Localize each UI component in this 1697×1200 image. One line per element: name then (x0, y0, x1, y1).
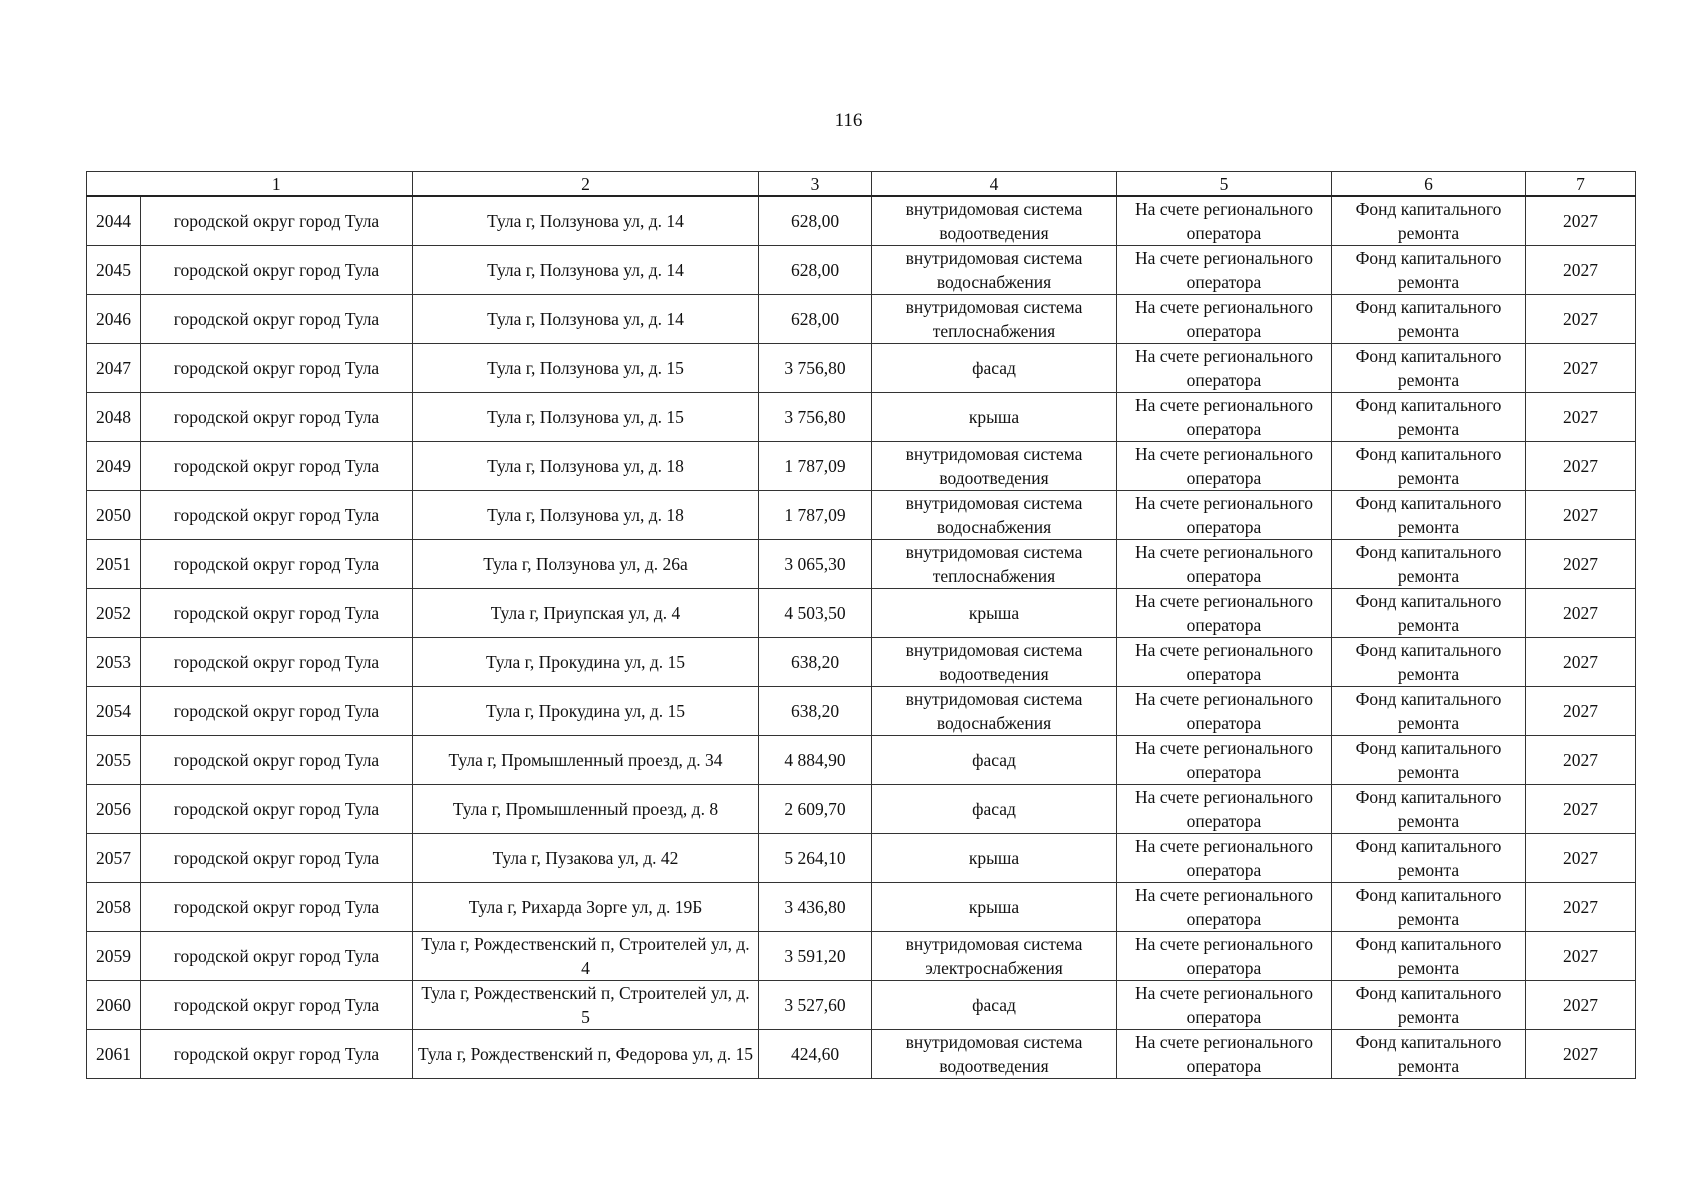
address-cell: Тула г, Приупская ул, д. 4 (413, 589, 759, 638)
fund-account-cell: На счете регионального оператора (1117, 834, 1332, 883)
page-number: 116 (834, 110, 863, 131)
work-type-cell: крыша (872, 883, 1117, 932)
row-number-cell: 2046 (87, 295, 141, 344)
work-type-cell: внутридомовая система водоотведения (872, 1030, 1117, 1079)
address-cell: Тула г, Ползунова ул, д. 14 (413, 295, 759, 344)
table-body (87, 196, 1636, 1079)
fund-account-cell: На счете регионального оператора (1117, 981, 1332, 1030)
table-header-row (87, 172, 1636, 197)
table-row (87, 393, 1636, 442)
municipality-cell: городской округ город Тула (141, 196, 413, 246)
address-cell: Тула г, Ползунова ул, д. 18 (413, 491, 759, 540)
area-cell: 638,20 (759, 638, 872, 687)
address-cell: Тула г, Пузакова ул, д. 42 (413, 834, 759, 883)
fund-account-cell: На счете регионального оператора (1117, 589, 1332, 638)
table-row (87, 638, 1636, 687)
row-number-cell: 2049 (87, 442, 141, 491)
row-number-cell: 2060 (87, 981, 141, 1030)
work-type-cell: фасад (872, 736, 1117, 785)
header-col-1: 1 (141, 172, 413, 197)
funding-source-cell: Фонд капитального ремонта (1332, 1030, 1526, 1079)
header-col-7: 7 (1526, 172, 1636, 197)
municipality-cell: городской округ город Тула (141, 540, 413, 589)
funding-source-cell: Фонд капитального ремонта (1332, 491, 1526, 540)
area-cell: 3 591,20 (759, 932, 872, 981)
year-cell: 2027 (1526, 246, 1636, 295)
table-row (87, 540, 1636, 589)
work-type-cell: крыша (872, 393, 1117, 442)
area-cell: 1 787,09 (759, 442, 872, 491)
work-type-cell: фасад (872, 785, 1117, 834)
fund-account-cell: На счете регионального оператора (1117, 687, 1332, 736)
table-row (87, 834, 1636, 883)
work-type-cell: фасад (872, 981, 1117, 1030)
municipality-cell: городской округ город Тула (141, 834, 413, 883)
area-cell: 424,60 (759, 1030, 872, 1079)
funding-source-cell: Фонд капитального ремонта (1332, 785, 1526, 834)
municipality-cell: городской округ город Тула (141, 295, 413, 344)
year-cell: 2027 (1526, 785, 1636, 834)
fund-account-cell: На счете регионального оператора (1117, 932, 1332, 981)
header-col-4: 4 (872, 172, 1117, 197)
table-row (87, 196, 1636, 246)
year-cell: 2027 (1526, 638, 1636, 687)
work-type-cell: крыша (872, 834, 1117, 883)
funding-source-cell: Фонд капитального ремонта (1332, 393, 1526, 442)
address-cell: Тула г, Ползунова ул, д. 15 (413, 344, 759, 393)
table-row (87, 883, 1636, 932)
year-cell: 2027 (1526, 344, 1636, 393)
address-cell: Тула г, Прокудина ул, д. 15 (413, 687, 759, 736)
address-cell: Тула г, Ползунова ул, д. 15 (413, 393, 759, 442)
area-cell: 3 756,80 (759, 393, 872, 442)
row-number-cell: 2055 (87, 736, 141, 785)
funding-source-cell: Фонд капитального ремонта (1332, 295, 1526, 344)
municipality-cell: городской округ город Тула (141, 638, 413, 687)
row-number-cell: 2056 (87, 785, 141, 834)
table-row (87, 687, 1636, 736)
table-row (87, 932, 1636, 981)
year-cell: 2027 (1526, 196, 1636, 246)
year-cell: 2027 (1526, 442, 1636, 491)
table-row (87, 785, 1636, 834)
row-number-cell: 2047 (87, 344, 141, 393)
funding-source-cell: Фонд капитального ремонта (1332, 932, 1526, 981)
table-row (87, 344, 1636, 393)
work-type-cell: внутридомовая система электроснабжения (872, 932, 1117, 981)
year-cell: 2027 (1526, 491, 1636, 540)
row-number-cell: 2058 (87, 883, 141, 932)
area-cell: 638,20 (759, 687, 872, 736)
area-cell: 1 787,09 (759, 491, 872, 540)
funding-source-cell: Фонд капитального ремонта (1332, 589, 1526, 638)
municipality-cell: городской округ город Тула (141, 785, 413, 834)
municipality-cell: городской округ город Тула (141, 883, 413, 932)
table-row (87, 246, 1636, 295)
municipality-cell: городской округ город Тула (141, 932, 413, 981)
fund-account-cell: На счете регионального оператора (1117, 344, 1332, 393)
table-row (87, 981, 1636, 1030)
fund-account-cell: На счете регионального оператора (1117, 736, 1332, 785)
address-cell: Тула г, Ползунова ул, д. 18 (413, 442, 759, 491)
municipality-cell: городской округ город Тула (141, 491, 413, 540)
fund-account-cell: На счете регионального оператора (1117, 785, 1332, 834)
funding-source-cell: Фонд капитального ремонта (1332, 638, 1526, 687)
address-cell: Тула г, Рождественский п, Федорова ул, д. 15 (413, 1030, 759, 1079)
work-type-cell: внутридомовая система водоснабжения (872, 491, 1117, 540)
address-cell: Тула г, Промышленный проезд, д. 34 (413, 736, 759, 785)
work-type-cell: внутридомовая система водоотведения (872, 196, 1117, 246)
fund-account-cell: На счете регионального оператора (1117, 442, 1332, 491)
area-cell: 3 756,80 (759, 344, 872, 393)
row-number-cell: 2059 (87, 932, 141, 981)
address-cell: Тула г, Рихарда Зорге ул, д. 19Б (413, 883, 759, 932)
address-cell: Тула г, Рождественский п, Строителей ул, д. 4 (413, 932, 759, 981)
funding-source-cell: Фонд капитального ремонта (1332, 736, 1526, 785)
area-cell: 3 527,60 (759, 981, 872, 1030)
header-col-2: 2 (413, 172, 759, 197)
work-type-cell: внутридомовая система водоотведения (872, 442, 1117, 491)
area-cell: 628,00 (759, 196, 872, 246)
row-number-cell: 2050 (87, 491, 141, 540)
area-cell: 4 503,50 (759, 589, 872, 638)
header-empty (87, 172, 141, 197)
year-cell: 2027 (1526, 540, 1636, 589)
fund-account-cell: На счете регионального оператора (1117, 393, 1332, 442)
fund-account-cell: На счете регионального оператора (1117, 1030, 1332, 1079)
funding-source-cell: Фонд капитального ремонта (1332, 246, 1526, 295)
year-cell: 2027 (1526, 932, 1636, 981)
funding-source-cell: Фонд капитального ремонта (1332, 442, 1526, 491)
year-cell: 2027 (1526, 295, 1636, 344)
municipality-cell: городской округ город Тула (141, 736, 413, 785)
address-cell: Тула г, Ползунова ул, д. 14 (413, 196, 759, 246)
row-number-cell: 2048 (87, 393, 141, 442)
year-cell: 2027 (1526, 687, 1636, 736)
row-number-cell: 2051 (87, 540, 141, 589)
area-cell: 628,00 (759, 295, 872, 344)
capital-repair-table (86, 171, 1636, 1079)
row-number-cell: 2044 (87, 196, 141, 246)
address-cell: Тула г, Промышленный проезд, д. 8 (413, 785, 759, 834)
row-number-cell: 2053 (87, 638, 141, 687)
year-cell: 2027 (1526, 589, 1636, 638)
work-type-cell: крыша (872, 589, 1117, 638)
table-row (87, 491, 1636, 540)
header-col-5: 5 (1117, 172, 1332, 197)
work-type-cell: внутридомовая система водоснабжения (872, 687, 1117, 736)
address-cell: Тула г, Ползунова ул, д. 14 (413, 246, 759, 295)
funding-source-cell: Фонд капитального ремонта (1332, 196, 1526, 246)
year-cell: 2027 (1526, 834, 1636, 883)
funding-source-cell: Фонд капитального ремонта (1332, 834, 1526, 883)
municipality-cell: городской округ город Тула (141, 442, 413, 491)
row-number-cell: 2052 (87, 589, 141, 638)
fund-account-cell: На счете регионального оператора (1117, 295, 1332, 344)
funding-source-cell: Фонд капитального ремонта (1332, 540, 1526, 589)
year-cell: 2027 (1526, 981, 1636, 1030)
area-cell: 628,00 (759, 246, 872, 295)
table-row (87, 589, 1636, 638)
table-row (87, 295, 1636, 344)
area-cell: 3 065,30 (759, 540, 872, 589)
municipality-cell: городской округ город Тула (141, 246, 413, 295)
year-cell: 2027 (1526, 736, 1636, 785)
row-number-cell: 2054 (87, 687, 141, 736)
work-type-cell: внутридомовая система водоотведения (872, 638, 1117, 687)
municipality-cell: городской округ город Тула (141, 687, 413, 736)
fund-account-cell: На счете регионального оператора (1117, 491, 1332, 540)
municipality-cell: городской округ город Тула (141, 589, 413, 638)
work-type-cell: фасад (872, 344, 1117, 393)
municipality-cell: городской округ город Тула (141, 344, 413, 393)
address-cell: Тула г, Ползунова ул, д. 26а (413, 540, 759, 589)
fund-account-cell: На счете регионального оператора (1117, 540, 1332, 589)
table-row (87, 1030, 1636, 1079)
header-col-6: 6 (1332, 172, 1526, 197)
year-cell: 2027 (1526, 1030, 1636, 1079)
fund-account-cell: На счете регионального оператора (1117, 196, 1332, 246)
area-cell: 3 436,80 (759, 883, 872, 932)
work-type-cell: внутридомовая система теплоснабжения (872, 540, 1117, 589)
funding-source-cell: Фонд капитального ремонта (1332, 344, 1526, 393)
area-cell: 5 264,10 (759, 834, 872, 883)
work-type-cell: внутридомовая система теплоснабжения (872, 295, 1117, 344)
address-cell: Тула г, Прокудина ул, д. 15 (413, 638, 759, 687)
row-number-cell: 2061 (87, 1030, 141, 1079)
work-type-cell: внутридомовая система водоснабжения (872, 246, 1117, 295)
area-cell: 4 884,90 (759, 736, 872, 785)
table-row (87, 736, 1636, 785)
header-col-3: 3 (759, 172, 872, 197)
municipality-cell: городской округ город Тула (141, 393, 413, 442)
municipality-cell: городской округ город Тула (141, 981, 413, 1030)
funding-source-cell: Фонд капитального ремонта (1332, 687, 1526, 736)
row-number-cell: 2045 (87, 246, 141, 295)
funding-source-cell: Фонд капитального ремонта (1332, 981, 1526, 1030)
municipality-cell: городской округ город Тула (141, 1030, 413, 1079)
year-cell: 2027 (1526, 393, 1636, 442)
area-cell: 2 609,70 (759, 785, 872, 834)
address-cell: Тула г, Рождественский п, Строителей ул, д. 5 (413, 981, 759, 1030)
fund-account-cell: На счете регионального оператора (1117, 638, 1332, 687)
funding-source-cell: Фонд капитального ремонта (1332, 883, 1526, 932)
table-row (87, 442, 1636, 491)
fund-account-cell: На счете регионального оператора (1117, 246, 1332, 295)
fund-account-cell: На счете регионального оператора (1117, 883, 1332, 932)
row-number-cell: 2057 (87, 834, 141, 883)
year-cell: 2027 (1526, 883, 1636, 932)
